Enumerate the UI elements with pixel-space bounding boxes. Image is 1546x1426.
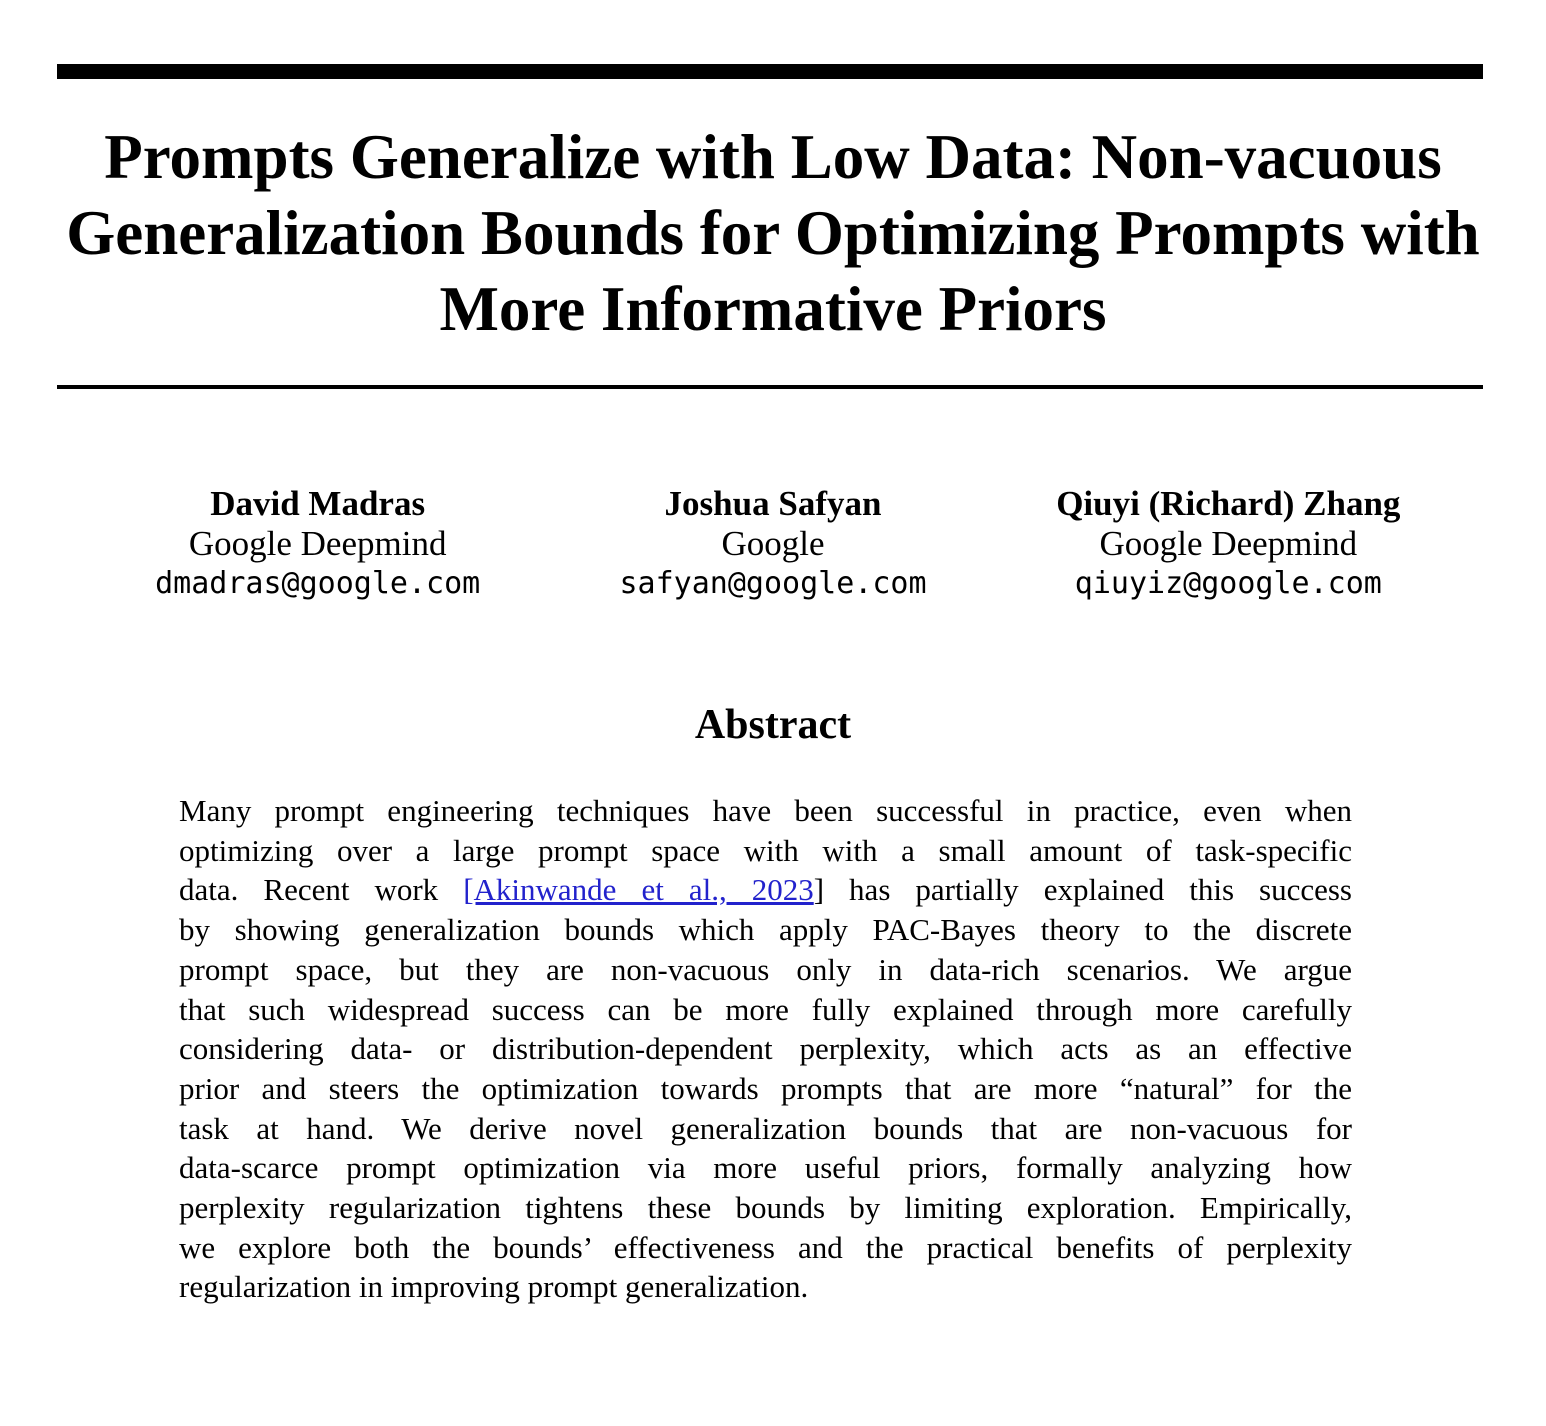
abstract-text-before-citation: data. Recent work xyxy=(179,872,464,908)
abstract-line: task at hand. We derive novel generalization bounds that are non-vacuous for xyxy=(179,1110,1352,1146)
abstract-line: data-scarce prompt optimization via more useful priors, formally analyzing how xyxy=(179,1150,1352,1186)
author-block xyxy=(90,484,545,604)
author-email: safyan@google.com xyxy=(619,566,927,601)
abstract-line-with-citation xyxy=(179,870,1352,910)
author-affiliation: Google xyxy=(721,524,825,563)
paper-title-line-1: Prompts Generalize with Low Data: Non-vacuous xyxy=(104,122,1442,192)
abstract-body xyxy=(179,791,1352,1307)
author-affiliation: Google Deepmind xyxy=(188,524,447,563)
title-divider xyxy=(57,385,1483,389)
abstract-line: by showing generalization bounds which apply PAC-Bayes theory to the discrete xyxy=(179,912,1352,948)
abstract-text-after-citation: ] has partially explained this success xyxy=(813,872,1352,908)
author-affiliation: Google Deepmind xyxy=(1099,524,1358,563)
abstract-line: regularization in improving prompt generalization. xyxy=(179,1269,809,1305)
author-name: David Madras xyxy=(210,484,426,523)
abstract-line: prompt space, but they are non-vacuous only in data-rich scenarios. We argue xyxy=(179,951,1352,987)
abstract-line: prior and steers the optimization towards prompts that are more “natural” for the xyxy=(179,1070,1352,1106)
top-rule xyxy=(57,64,1483,79)
author-email: dmadras@google.com xyxy=(155,566,481,601)
abstract-line: Many prompt engineering techniques have been successful in practice, even when xyxy=(179,793,1352,828)
author-email: qiuyiz@google.com xyxy=(1074,566,1382,601)
citation-link-akinwande[interactable]: [Akinwande et al., 2023 xyxy=(463,872,814,908)
author-name: Joshua Safyan xyxy=(664,484,882,523)
abstract-line: optimizing over a large prompt space with with a small amount of task-specific xyxy=(179,832,1352,868)
abstract-line: we explore both the bounds’ effectiveness and the practical benefits of perplexity xyxy=(179,1229,1352,1265)
paper-title-line-3: More Informative Priors xyxy=(439,274,1107,344)
authors-row xyxy=(90,484,1456,604)
paper-page xyxy=(0,64,1546,1426)
abstract-line: that such widespread success can be more fully explained through more carefully xyxy=(179,991,1352,1027)
author-block xyxy=(1001,484,1456,604)
abstract-heading: Abstract xyxy=(694,702,852,748)
author-block xyxy=(545,484,1000,604)
author-name: Qiuyi (Richard) Zhang xyxy=(1056,484,1401,523)
abstract-line: perplexity regularization tightens these bounds by limiting exploration. Empirically, xyxy=(179,1190,1352,1226)
paper-title xyxy=(0,119,1546,347)
paper-title-line-2: Generalization Bounds for Optimizing Prompts with xyxy=(66,198,1480,268)
abstract-line: considering data- or distribution-dependent perplexity, which acts as an effective xyxy=(179,1031,1352,1067)
